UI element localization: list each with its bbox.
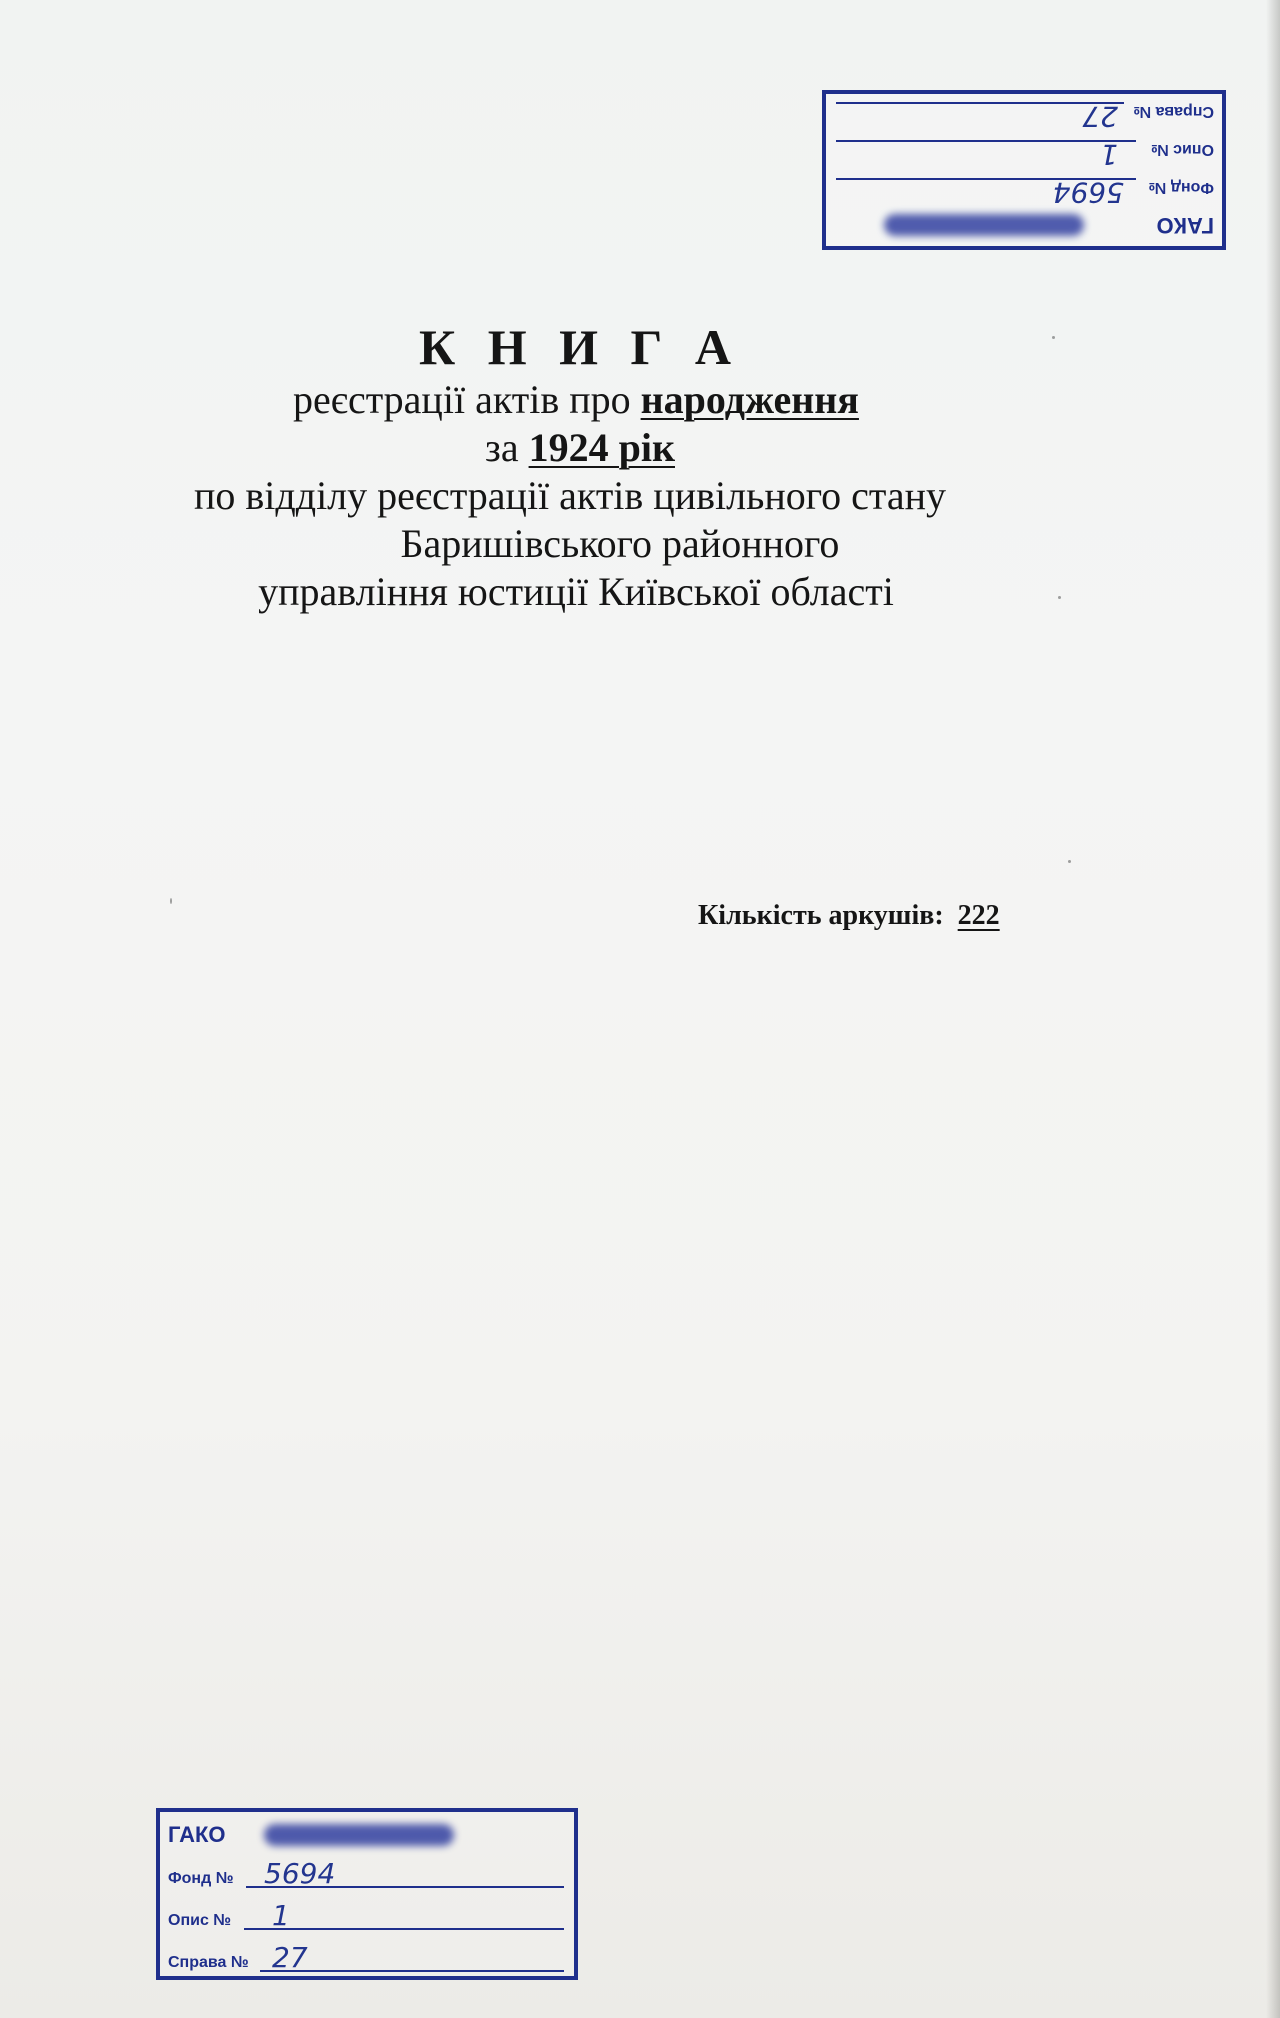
archive-stamp-top: [822, 90, 1226, 250]
book-title-block: [80, 319, 1080, 620]
sheet-count-label: Кількість аркушів:: [698, 900, 944, 931]
stamp-opys-label: Опис №: [1150, 141, 1214, 158]
stamp-fond-value: 5694: [1052, 176, 1124, 209]
sheet-count: [698, 900, 1000, 932]
redacted-mark: [264, 1824, 454, 1846]
stamp-sprava-value: 27: [1082, 100, 1118, 133]
book-title: К Н И Г А: [419, 319, 741, 375]
stamp-archive-name: ГАКО: [168, 1822, 226, 1847]
registration-type-prefix: реєстрації актів про: [293, 377, 641, 422]
stamp-sprava-label: Справа №: [1133, 103, 1214, 120]
redacted-mark: [884, 214, 1084, 236]
stamp-archive-name: ГАКО: [1156, 213, 1214, 238]
stamp-rule: [836, 178, 1136, 180]
year-prefix: за: [485, 425, 529, 470]
stamp-opys-label: Опис №: [168, 1912, 232, 1929]
district-line: Баришівського районного: [400, 521, 840, 566]
stamp-opys-value: 1: [272, 1899, 290, 1932]
stamp-opys-value: 1: [1100, 138, 1118, 171]
stamp-fond-value: 5694: [264, 1857, 336, 1890]
stamp-rule: [246, 1886, 564, 1888]
year-value: 1924 рік: [528, 425, 675, 470]
stamp-rule: [244, 1928, 564, 1930]
year-line: [80, 425, 1080, 476]
stamp-fond-label: Фонд №: [168, 1870, 234, 1887]
stamp-sprava-value: 27: [272, 1941, 308, 1974]
paper-speck: [170, 898, 172, 904]
page-edge-shadow: [1266, 0, 1280, 2018]
stamp-sprava-label: Справа №: [168, 1954, 249, 1971]
registration-type-line: [76, 377, 1076, 428]
registration-type-value: народження: [640, 377, 859, 422]
stamp-rule: [836, 140, 1136, 142]
sheet-count-value: 222: [957, 900, 1000, 931]
department-line: по відділу реєстрації актів цивільного стану: [193, 473, 947, 518]
stamp-rule: [836, 102, 1124, 104]
stamp-fond-label: Фонд №: [1148, 179, 1214, 196]
archive-stamp-bottom: [156, 1808, 578, 1980]
stamp-rule: [260, 1970, 564, 1972]
paper-speck: [1068, 860, 1071, 863]
justice-office-line: управління юстиції Київської області: [258, 569, 894, 614]
